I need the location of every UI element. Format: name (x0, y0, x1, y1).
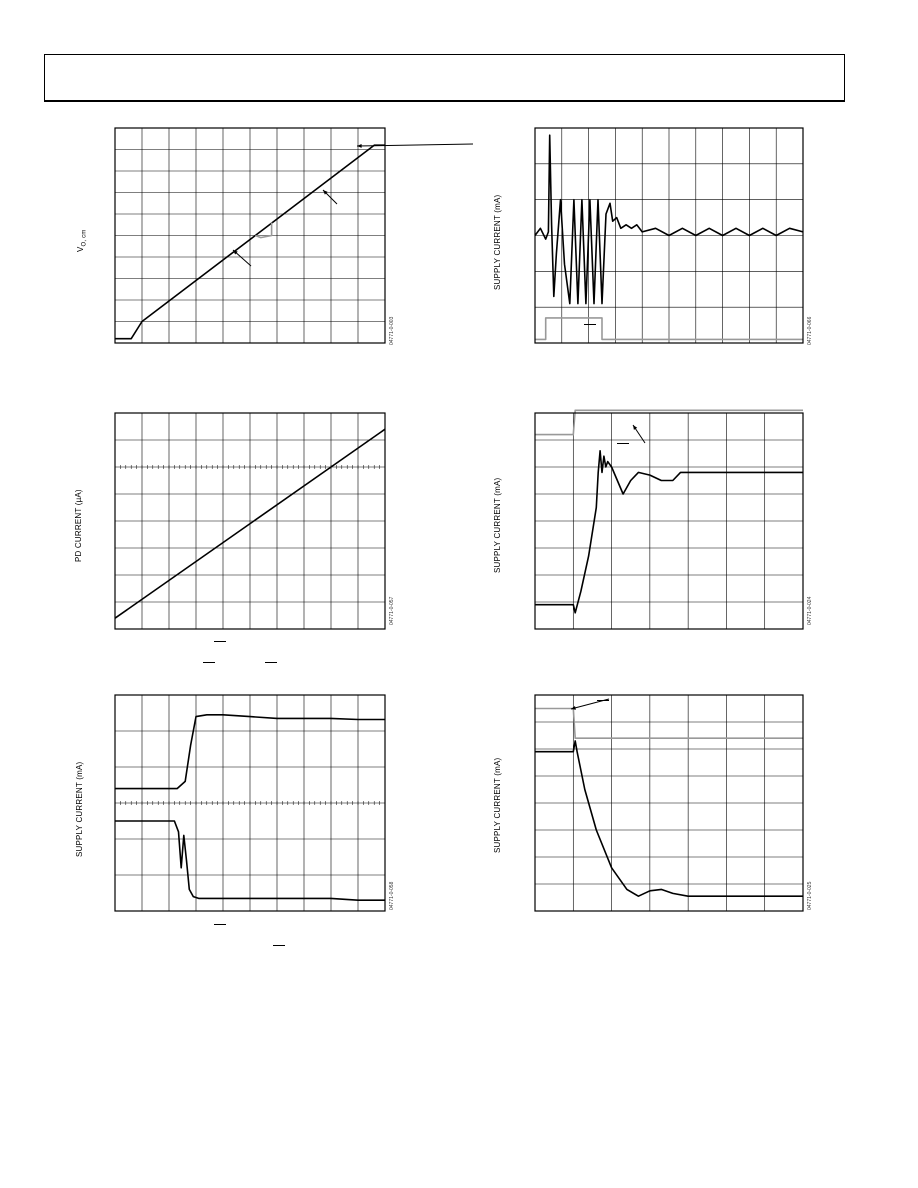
series-line-0 (535, 451, 803, 613)
figure-code: 04771-0-058 (389, 881, 395, 910)
annotation-arrowhead (633, 425, 637, 430)
series-line-1 (535, 709, 803, 739)
chart-plot-pd-current (115, 413, 385, 629)
overbar-mark (617, 443, 629, 444)
figure-code: 04771-0-024 (807, 596, 813, 625)
overbar-mark (214, 641, 226, 642)
overbar-mark (214, 924, 226, 925)
overbar-mark (584, 324, 596, 325)
figure-code: 04771-0-057 (389, 596, 395, 625)
chart-plot-supply-ringing (535, 128, 803, 343)
page-header-frame (44, 54, 845, 102)
overbar-mark (265, 662, 277, 663)
chart-plot-vo-cm (115, 128, 385, 343)
chart-plot-supply-switch (115, 695, 385, 911)
y-axis-label-supply-current: SUPPLY CURRENT (mA) (493, 757, 502, 853)
chart-plot-supply-turn-off (535, 695, 803, 911)
y-axis-label-supply-current: SUPPLY CURRENT (mA) (493, 194, 502, 290)
figure-code: 04771-0-025 (807, 881, 813, 910)
figure-code: 04771-0-003 (389, 316, 395, 345)
overbar-mark (597, 700, 609, 701)
series-line-0 (535, 741, 803, 896)
y-axis-label-pd-current: PD CURRENT (µA) (74, 489, 83, 562)
y-axis-label-vo-cm: $V_{O, cm}$ (76, 229, 88, 252)
overbar-mark (203, 662, 215, 663)
y-axis-label-supply-current: SUPPLY CURRENT (mA) (75, 761, 84, 857)
figure-code: 04771-0-066 (807, 316, 813, 345)
series-line-1 (535, 410, 803, 434)
y-axis-label-supply-current: SUPPLY CURRENT (mA) (493, 477, 502, 573)
annotation-arrowhead (357, 144, 362, 148)
overbar-mark (273, 945, 285, 946)
chart-plot-supply-turn-on (535, 413, 803, 629)
